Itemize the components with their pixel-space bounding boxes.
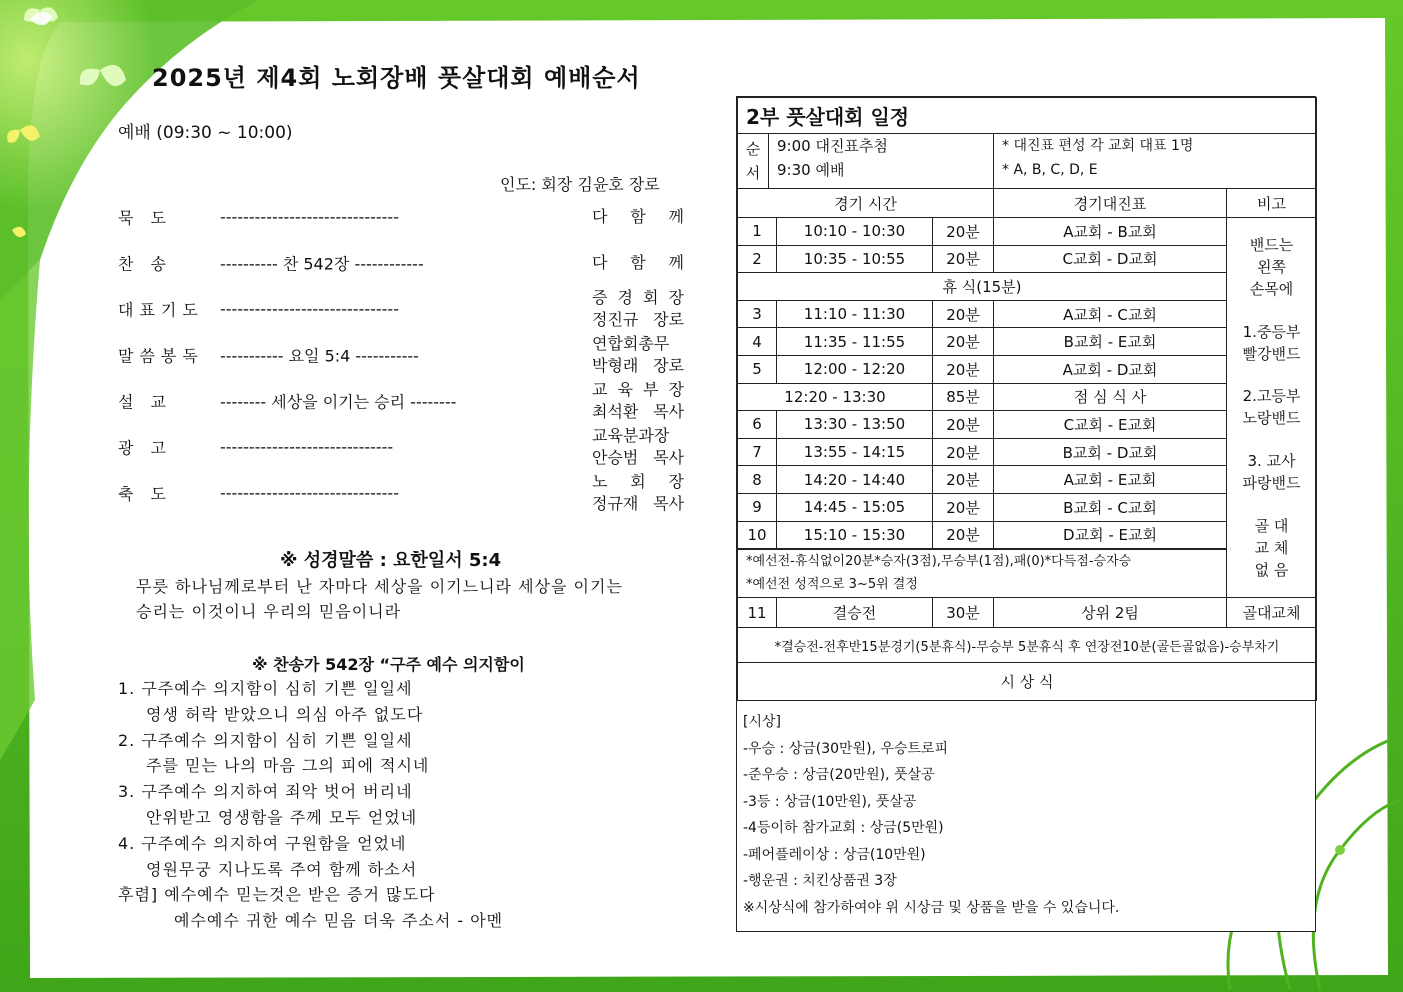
- order-name: 묵 도: [118, 208, 172, 228]
- final-label: 결승전: [776, 597, 933, 628]
- lunch-label: 점 심 식 사: [993, 383, 1227, 412]
- order-dash: -------------------------------: [220, 207, 399, 227]
- order-items: 9:00 대진표추첨 9:30 예배: [768, 133, 994, 189]
- worship-leader: 인도: 회장 김윤호 장로: [500, 175, 660, 194]
- match-duration: 20분: [932, 245, 994, 274]
- hymn-lyrics: 1. 구주예수 의지함이 심히 기쁜 일일세 영생 허락 받았으니 의심 아주 없도다 2. 구주예수 의지함이 심히 기쁜 일일세 주를 믿는 나의 마음 그의 피에 적시네 3. 구주예수 의지하여 죄악 벗어 버리네 안위받고 영생함을 주께 모두 얻었네 4. 구주예수 의지하여 구원함을 얻었네 영원무궁 지나도록 주여 함께 하소서 후렴] 예수예수 믿는것은 받은 증거 많도다 예수예수 귀한 예수 믿음 더욱 주소서 - 아멘: [118, 679, 504, 931]
- match-teams: D교회 - E교회: [993, 521, 1227, 550]
- match-time: 15:10 - 15:30: [776, 521, 933, 550]
- order-name: 찬 송: [118, 254, 172, 274]
- match-number: 4: [737, 327, 777, 356]
- match-number: 6: [737, 410, 777, 439]
- match-duration: 20분: [932, 410, 994, 439]
- order-name: 축 도: [118, 484, 172, 504]
- match-teams: C교회 - D교회: [993, 245, 1227, 274]
- final-no: 11: [737, 597, 777, 628]
- order-person: 다 함 께: [592, 207, 684, 226]
- scripture-text: 무릇 하나님께로부터 난 자마다 세상을 이기느니라 세상을 이기는 승리는 이것이니 우리의 믿음이니라: [136, 577, 623, 621]
- order-name: 말씀봉독: [118, 346, 204, 366]
- lunch-duration: 85분: [932, 383, 994, 412]
- order-row: [118, 378, 684, 424]
- order-label: 순 서: [737, 133, 769, 189]
- match-duration: 20분: [932, 493, 994, 522]
- order-person: 증 경 회 장 정진규 장로: [592, 288, 684, 329]
- order-notes: * 대진표 편성 각 교회 대표 1명 * A, B, C, D, E: [993, 133, 1317, 189]
- header-matchup: 경기대진표: [993, 188, 1227, 218]
- match-number: 5: [737, 355, 777, 384]
- order-row: [118, 194, 684, 240]
- order-row: [118, 470, 684, 516]
- match-time: 13:55 - 14:15: [776, 438, 933, 467]
- hymn-title: ※ 찬송가 542장 “구주 예수 의지함이: [252, 655, 525, 674]
- match-time: 14:45 - 15:05: [776, 493, 933, 522]
- match-teams: A교회 - E교회: [993, 465, 1227, 494]
- order-person: 교 육 부 장 최석환 목사: [592, 380, 684, 421]
- order-row: [118, 240, 684, 286]
- award-ceremony-label: 시 상 식: [737, 662, 1317, 701]
- match-teams: C교회 - E교회: [993, 410, 1227, 439]
- match-duration: 20분: [932, 465, 994, 494]
- match-teams: A교회 - C교회: [993, 300, 1227, 329]
- match-duration: 20분: [932, 300, 994, 329]
- final-duration: 30분: [932, 597, 994, 628]
- order-row: [118, 332, 684, 378]
- order-person: 다 함 께: [592, 253, 684, 272]
- order-person: 연합회총무 박형래 장로: [592, 334, 684, 375]
- match-duration: 20분: [932, 327, 994, 356]
- scripture-title: ※ 성경말씀 : 요한일서 5:4: [280, 550, 502, 571]
- match-number: 1: [737, 217, 777, 246]
- match-teams: A교회 - B교회: [993, 217, 1227, 246]
- header-time: 경기 시간: [737, 188, 994, 218]
- match-teams: B교회 - C교회: [993, 493, 1227, 522]
- order-dash: -------------------------------: [220, 483, 399, 503]
- break-row: 휴 식(15분): [737, 272, 1227, 301]
- schedule-title: 2부 풋살대회 일정: [737, 97, 1317, 134]
- final-note: *결승전-전후반15분경기(5분휴식)-무승부 5분휴식 후 연장전10분(골든골없음)-승부차기: [737, 627, 1317, 663]
- page-title: 2025년 제4회 노회장배 풋살대회 예배순서: [152, 64, 641, 92]
- order-row: [118, 424, 684, 470]
- match-time: 14:20 - 14:40: [776, 465, 933, 494]
- order-name: 대표기도: [118, 300, 204, 320]
- match-duration: 20분: [932, 521, 994, 550]
- order-dash: ----------- 요일 5:4 -----------: [220, 346, 419, 366]
- match-teams: B교회 - E교회: [993, 327, 1227, 356]
- order-row: [118, 286, 684, 332]
- match-time: 12:00 - 12:20: [776, 355, 933, 384]
- remarks-column: 밴드는 왼쪽 손목에 1.중등부 빨강밴드 2.고등부 노랑밴드 3. 교사 파랑밴드 골 대 교 체 없 음: [1226, 217, 1317, 598]
- header-remarks: 비고: [1226, 188, 1317, 218]
- final-teams: 상위 2팀: [993, 597, 1227, 628]
- match-number: 10: [737, 521, 777, 550]
- order-name: 광 고: [118, 438, 172, 458]
- order-dash: -------- 세상을 이기는 승리 --------: [220, 392, 457, 412]
- match-time: 11:35 - 11:55: [776, 327, 933, 356]
- match-duration: 20분: [932, 217, 994, 246]
- order-dash: ------------------------------: [220, 437, 394, 457]
- match-number: 7: [737, 438, 777, 467]
- match-number: 9: [737, 493, 777, 522]
- final-remark: 골대교체: [1226, 597, 1317, 628]
- worship-time: 예배 (09:30 ~ 10:00): [118, 123, 293, 143]
- match-time: 10:10 - 10:30: [776, 217, 933, 246]
- order-person: 교육분과장 안승범 목사: [592, 426, 684, 467]
- awards-list: [시상] -우승 : 상금(30만원), 우승트로피 -준우승 : 상금(20만원), 풋살공 -3등 : 상금(10만원), 풋살공 -4등이하 참가교회 : 상금(5만원) -페어플레이상 : 상금(10만원) -행운권 : 치킨상품권 3장 ※시상식에 참가하여야 위 시상금 및 상품을 받을 수 있습니다.: [743, 714, 1120, 916]
- match-time: 13:30 - 13:50: [776, 410, 933, 439]
- match-number: 8: [737, 465, 777, 494]
- tournament-schedule-table: [736, 96, 1316, 932]
- prelim-notes: *예선전-휴식없이20분*승자(3점),무승부(1점),패(0)*다득점-승자승 *예선전 성적으로 3~5위 결정: [737, 549, 1227, 598]
- match-duration: 20분: [932, 438, 994, 467]
- order-dash: ---------- 찬 542장 ------------: [220, 254, 424, 274]
- order-dash: -------------------------------: [220, 299, 399, 319]
- match-teams: B교회 - D교회: [993, 438, 1227, 467]
- order-name: 설 교: [118, 392, 172, 412]
- match-number: 2: [737, 245, 777, 274]
- match-duration: 20분: [932, 355, 994, 384]
- match-time: 10:35 - 10:55: [776, 245, 933, 274]
- match-number: 3: [737, 300, 777, 329]
- match-time: 11:10 - 11:30: [776, 300, 933, 329]
- order-person: 노 회 장 정규재 목사: [592, 472, 684, 513]
- lunch-time: 12:20 - 13:30: [737, 383, 933, 412]
- match-teams: A교회 - D교회: [993, 355, 1227, 384]
